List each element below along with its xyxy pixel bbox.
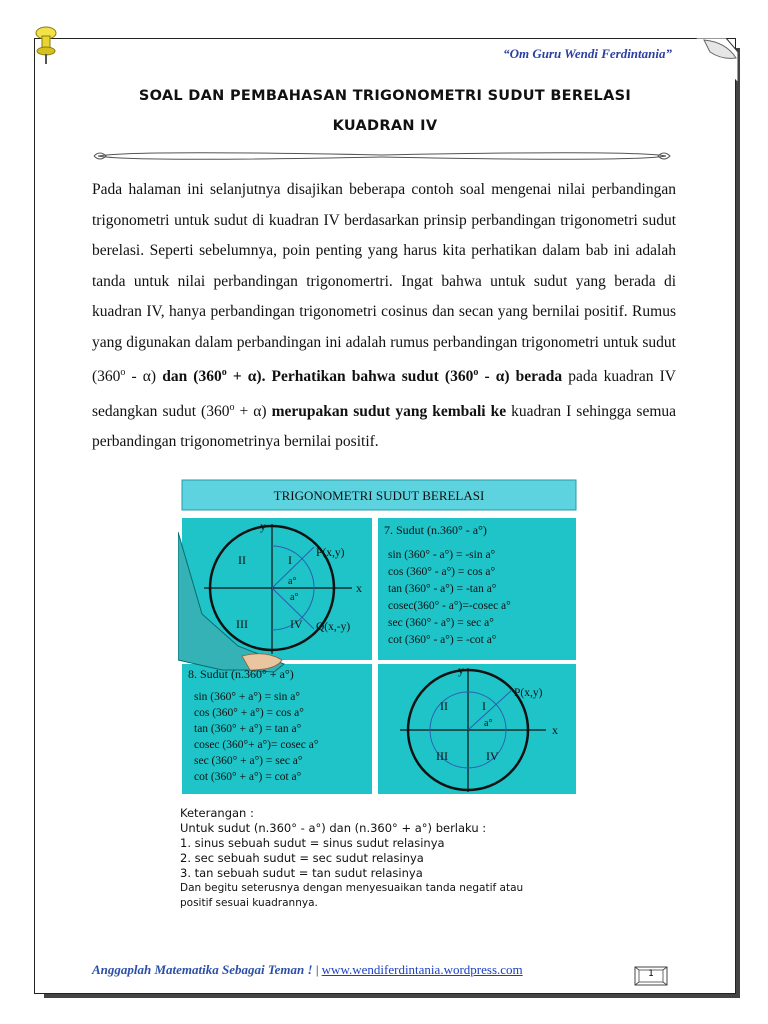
keterangan-notes: [180, 806, 600, 911]
diagram1-q3: III: [236, 617, 248, 631]
paragraph-text: - α): [125, 368, 157, 386]
diagram2-q3: III: [436, 749, 448, 763]
diagram2-x-label: x: [552, 723, 558, 737]
page-footer: [92, 962, 523, 978]
header-quote: “Om Guru Wendi Ferdintania”: [503, 46, 672, 61]
paragraph-bold: [156, 368, 562, 385]
keterangan-line: Untuk sudut (n.360° - a°) dan (n.360° + a°) berlaku :: [180, 821, 487, 835]
footer-link[interactable]: www.wendiferdintania.wordpress.com: [321, 962, 523, 977]
diagram1-q1: I: [288, 553, 292, 567]
keterangan-line: 3. tan sebuah sudut = tan sudut relasinya: [180, 866, 423, 880]
diagram1-point-p: P(x,y): [316, 547, 345, 559]
title-ornament-divider: [92, 148, 672, 164]
box8-line: cos (360° + a°) = cos a°: [194, 707, 304, 719]
trig-figure: [178, 474, 586, 804]
diagram1-q4: IV: [290, 617, 303, 631]
box8-line: cot (360° + a°) = cot a°: [194, 771, 302, 783]
paragraph-text: + α): [234, 402, 267, 420]
diagram1-angle-2: a°: [290, 592, 299, 603]
diagram2-q1: I: [482, 699, 486, 713]
box7-line: tan (360° - a°) = -tan a°: [388, 583, 497, 595]
pushpin-icon: [28, 24, 68, 68]
paragraph-text: Pada halaman ini selanjutnya disajikan beberapa contoh soal mengenai nilai perbandingan trigonometri untuk sudut di kuadran IV berdasarkan prinsip perbandingan trigonometri sudut berelasi. Seperti sebelumnya, poin penting yang harus kita perhatikan dalam bab ini adalah tanda untuk nilai perbandingan trigonomertri. Ingat bahwa untuk sudut yang berada di kuadran IV, hanya perbandingan trigonometri cosinus dan secan yang bernilai positif. Rumus yang digunakan dalam perbandingan ini adalah rumus perbandingan trigonometri untuk sudut (360: [92, 181, 676, 386]
diagram2-angle: a°: [484, 718, 493, 729]
box7-line: cosec(360° - a°)=-cosec a°: [388, 600, 511, 612]
box8-title: 8. Sudut (n.360° + a°): [188, 667, 294, 681]
paragraph-bold-text: merupakan sudut yang kembali ke: [266, 402, 507, 420]
diagram1-point-q: Q(x,-y): [316, 621, 351, 633]
box8-line: sec (360° + a°) = sec a°: [194, 755, 303, 767]
keterangan-line: Keterangan :: [180, 806, 254, 820]
footer-separator: |: [315, 962, 322, 977]
paragraph-bold-text: - α) berada: [478, 368, 563, 386]
box8-line: cosec (360°+ a°)= cosec a°: [194, 739, 319, 751]
box8-line: tan (360° + a°) = tan a°: [194, 723, 302, 735]
paragraph-bold-text: dan (360: [156, 368, 222, 386]
keterangan-line: 1. sinus sebuah sudut = sinus sudut relasinya: [180, 836, 445, 850]
keterangan-line: Dan begitu seterusnya dengan menyesuaikan tanda negatif atau: [180, 882, 524, 894]
diagram1-y-label: y: [260, 519, 266, 533]
diagram1-x-label: x: [356, 581, 362, 595]
box7-line: sec (360° - a°) = sec a°: [388, 617, 494, 629]
intro-paragraph: [92, 175, 676, 458]
figure-banner-text: TRIGONOMETRI SUDUT BERELASI: [273, 488, 485, 503]
diagram2-y-label: y: [458, 663, 464, 677]
page-number: 1: [648, 969, 654, 979]
degree-sup: o: [229, 401, 235, 413]
degree-sup: o: [221, 367, 227, 378]
box8-line: sin (360° + a°) = sin a°: [194, 691, 300, 703]
paragraph-text: pada kuadran IV sedangkan sudut (360: [92, 368, 676, 420]
diagram2-point-p: P(x,y): [514, 687, 543, 699]
box7-line: sin (360° - a°) = -sin a°: [388, 549, 496, 561]
page-shadow-right: [736, 48, 740, 998]
keterangan-line: positif sesuai kuadrannya.: [180, 897, 318, 909]
degree-sup: o: [473, 367, 479, 378]
page-title-line1: SOAL DAN PEMBAHASAN TRIGONOMETRI SUDUT BERELASI: [138, 88, 632, 104]
diagram1-angle-1: a°: [288, 576, 297, 587]
diagram2-q2: II: [440, 699, 448, 713]
diagram1-q2: II: [238, 553, 246, 567]
footer-motto: Anggaplah Matematika Sebagai Teman !: [92, 962, 316, 977]
page-shadow-bottom: [44, 994, 740, 998]
paragraph-text: kuadran I sehingga semua perbandingan trigonometrinya bernilai positif.: [92, 402, 677, 451]
box7-line: cot (360° - a°) = -cot a°: [388, 634, 497, 646]
paragraph-bold-text: + α). Perhatikan bahwa sudut (360: [226, 368, 474, 386]
page-title-line2: KUADRAN IV: [332, 118, 438, 134]
box7-title: 7. Sudut (n.360° - a°): [384, 523, 487, 537]
page-curl-icon: [696, 38, 738, 82]
box7-line: cos (360° - a°) = cos a°: [388, 566, 496, 578]
diagram2-q4: IV: [486, 749, 499, 763]
degree-sup: o: [120, 367, 126, 378]
keterangan-line: 2. sec sebuah sudut = sec sudut relasinya: [180, 851, 424, 865]
